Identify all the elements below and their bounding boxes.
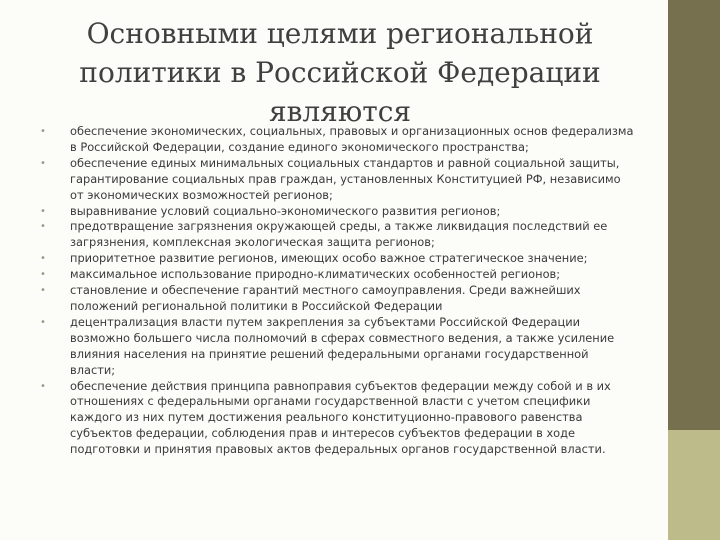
bullet-icon: • [40,285,46,297]
list-item-text: децентрализация власти путем закрепления за субъектами Российской Федерации возможно большего числа полномочий в сферах совместного ведения, а также усиление влияния населения на принятие решений федеральными органами государственной власти; [70,314,615,377]
list-item [40,219,636,251]
bullet-icon: • [40,205,46,217]
bullet-icon: • [40,380,46,392]
bullet-icon: • [40,221,46,233]
slide-title-line: являются [268,95,412,128]
list-item-text: приоритетное развитие регионов, имеющих особо важное стратегическое значение; [70,251,588,266]
list-item [40,267,636,283]
list-item-text: обеспечение экономических, социальных, правовых и организационных основ федерализма в Российской Федерации, создание единого экономического пространства; [70,124,634,154]
bullet-icon: • [40,316,46,328]
sidebar-accent-dark [668,0,720,430]
list-item-text: обеспечение единых минимальных социальных стандартов и равной социальной защиты, гарантирование социальных прав граждан, установленных Конституцией РФ, независимо от экономических возможностей регионов; [70,155,621,202]
goals-list [40,124,636,458]
list-item [40,204,636,220]
list-item [40,379,636,459]
list-item [40,283,636,315]
list-item [40,124,636,156]
bullet-icon: • [40,269,46,281]
bullet-icon: • [40,157,46,169]
list-item [40,315,636,379]
bullet-icon: • [40,253,46,265]
list-item [40,251,636,267]
list-item [40,156,636,204]
slide-title [70,14,610,131]
slide-title-line: политики в Российской Федерации [79,56,601,89]
sidebar-accent-light [668,430,720,540]
list-item-text: предотвращение загрязнения окружающей среды, а также ликвидация последствий ее загрязнения, комплексная экологическая защита регионов; [70,219,608,250]
list-item-text: выравнивание условий социально-экономического развития регионов; [70,203,501,218]
bullet-icon: • [40,126,46,137]
list-item-text: максимальное использование природно-климатических особенностей регионов; [70,267,561,282]
slide-title-line: Основными целями региональной [86,17,594,50]
list-item-text: обеспечение действия принципа равноправия субъектов федерации между собой и в их отношениях с федеральными органами государственной власти с учетом специфики каждого из них путем достижения реального конституционно-правового равенства субъектов федерации, соблюдения прав и интересов субъектов федерации в ходе подготовки и принятия правовых актов федеральных органов государственной власти. [70,378,611,457]
list-item-text: становление и обеспечение гарантий местного самоуправления. Среди важнейших положений региональной политики в Российской Федерации [70,283,581,313]
